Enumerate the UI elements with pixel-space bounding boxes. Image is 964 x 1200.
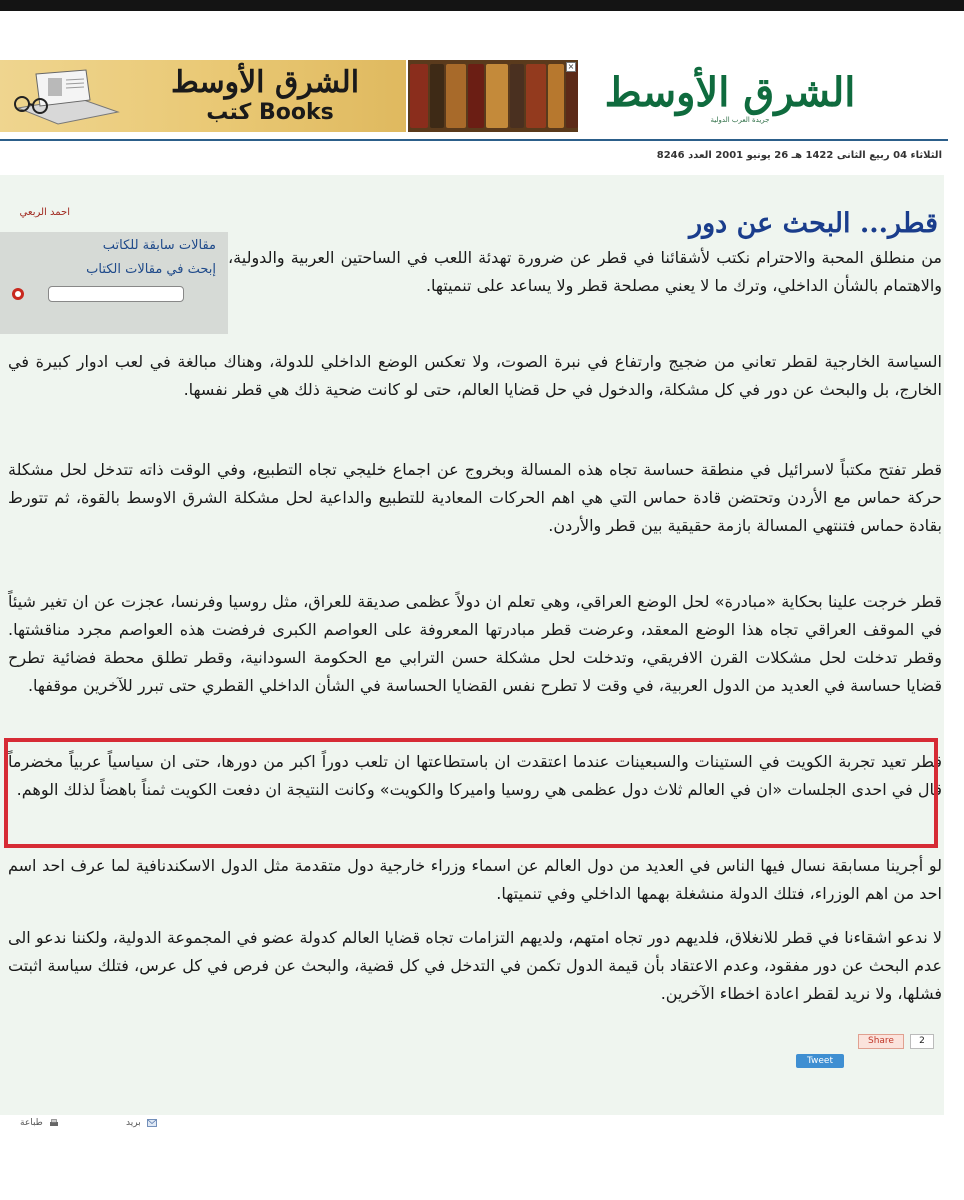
print-label: طباعة <box>20 1118 43 1128</box>
article-paragraph: من منطلق المحبة والاحترام نكتب لأشقائنا في قطر عن ضرورة تهدئة اللعب في الساحتين العربية والدولية، والاهتمام بالشأن الداخلي، وترك ما لا يعني مصلحة قطر ولا يساعد على تنميتها. <box>228 248 942 295</box>
search-input[interactable] <box>48 286 184 302</box>
share-count: 2 <box>910 1034 934 1049</box>
banner-books-label: كتب Books <box>206 100 334 125</box>
search-go-button[interactable] <box>12 288 24 300</box>
site-logo[interactable]: الشرق الأوسط <box>604 69 856 116</box>
header-divider <box>0 139 948 141</box>
article-paragraph: قطر خرجت علينا بحكاية «مبادرة» لحل الوضع العراقي، وهي تعلم ان دولاً عظمى صديقة للعراق، مثل روسيا وفرنسا، عجزت عن ان تغير شيئاً في الموقف العراقي تجاه هذا الوضع المعقد، وعرضت قطر مبادرتها المعروفة على العواصم الكبرى فرفضت هذه العواصم مجرد مناقشتها. وقطر تدخلت لحل مشكلات القرن الافريقي، وتدخلت لحل مشكلة حسن الترابي مع الحكومة السودانية، وقطر تطلق محطة فضائية تطرح قضايا حساسة في العديد من الدول العربية، في وقت لا تطرح نفس القضايا الحساسة في الشأن الداخلي القطري حتى تبرر للآخرين موقفها. <box>8 592 942 695</box>
issue-dateline: الثلاثاء 04 ربيع الثانى 1422 هـ 26 يونيو 2001 العدد 8246 <box>656 150 942 161</box>
highlighted-paragraph: قطر تعيد تجربة الكويت في الستينات والسبعينات عندما اعتقدت ان باستطاعتها ان تلعب دوراً اكبر من دورها، حتى ان سياسياً عربياً مخضرماً قال في احدى الجلسات «ان في العالم ثلاث دول عظمى هي روسيا واميركا والكويت» وكانت النتيجة ان دفعت الكويت ثمناً باهضاً لذلك الوهم. <box>8 752 942 799</box>
article-paragraph: لا ندعو اشقاءنا في قطر للانغلاق، فلديهم دور تجاه امتهم، ولديهم التزامات تجاه قضايا العالم كدولة عضو في المجموعة الدولية، ولكننا ندعو الى عدم البحث عن دور مفقود، وعدم الاعتقاد بأن قيمة الدول تكمن في التدخل في كل قضية، والبحث عن فرص في كل عرس، فتلك سياسة اثبتت فشلها، ولا نريد لقطر اعادة اخطاء الآخرين. <box>8 928 942 1003</box>
search-articles-label: إبحث في مقالات الكتاب <box>86 262 216 277</box>
books-shelf-image <box>408 60 578 132</box>
masthead <box>0 58 964 136</box>
bottom-links <box>0 1118 200 1134</box>
books-ad-banner[interactable] <box>0 60 406 132</box>
site-logo-tagline: جريدة العرب الدولية <box>710 116 770 124</box>
printer-icon <box>49 1119 59 1127</box>
article-paragraph: السياسة الخارجية لقطر تعاني من ضجيج وارتفاع في نبرة الصوت، ولا تعكس الوضع الداخلي للدولة، وهناك مبالغة في لعب ادوار كبيرة في الخارج، بل والبحث عن دور في كل مشكلة، والدخول في حل قضايا العالم، حتى لو كانت ضحية ذلك هي قطر نفسها. <box>8 352 942 399</box>
banner-logo: الشرق الأوسط <box>170 65 360 100</box>
author-sidebox <box>0 232 228 334</box>
article-paragraph: قطر تفتح مكتباً لاسرائيل في منطقة حساسة تجاه هذه المسالة وبخروج عن اجماع خليجي تجاه التطبيع، وفي الوقت ذاته تتدخل لحل مشكلة حركة حماس مع الأردن وتحتضن قادة حماس التي هي اهم الحركات المعادية للتطبيع والداعية لحل مشكلة الشرق الاوسط بالقوة، ثم تتورط بقادة حماس فتنتهي المسالة بازمة حقيقية بين قطر والأردن. <box>8 460 942 535</box>
print-link[interactable] <box>20 1118 59 1128</box>
email-link[interactable] <box>126 1118 157 1128</box>
top-black-bar <box>0 0 964 11</box>
email-label: بريد <box>126 1118 141 1128</box>
article-paragraph: لو أجرينا مسابقة نسال فيها الناس في العديد من دول العالم عن اسماء وزراء خارجية دول متقدمة مثل الدول الاسكندنافية لما عرف احد اسم احد من اهم الوزراء، فتلك الدولة منشغلة بهمها الداخلي وفي تنميتها. <box>8 856 942 903</box>
highlight-box <box>4 738 938 848</box>
author-link[interactable]: احمد الربعي <box>19 207 70 218</box>
ad-close-button[interactable]: × <box>567 62 575 71</box>
share-button[interactable]: Share <box>858 1034 904 1049</box>
tweet-button[interactable]: Tweet <box>796 1054 844 1068</box>
previous-articles-link[interactable]: مقالات سابقة للكاتب <box>102 238 216 253</box>
article-headline: قطر... البحث عن دور <box>689 208 938 239</box>
laptop-glasses-icon <box>8 68 128 126</box>
envelope-icon <box>147 1119 157 1127</box>
